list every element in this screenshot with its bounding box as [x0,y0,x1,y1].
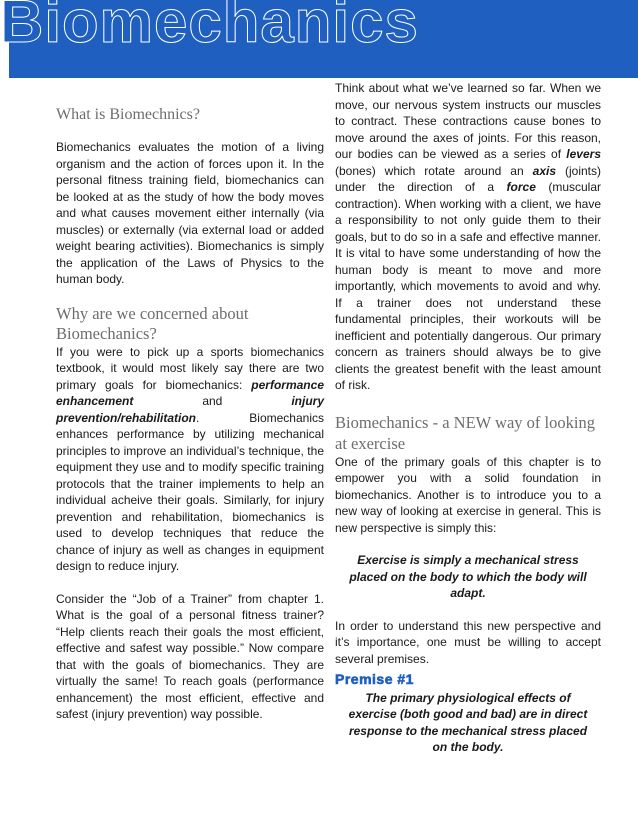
section-heading-what-is: What is Biomechnics? [56,106,200,123]
levers-text-d: (muscular contraction). When working with a client, we have a responsibility to not only guide them to their goals, but to do so in a safe and effective manner. It is vital to have some understanding of how the human body is meant to move and more importantly, which movements to avoid and why. If a trainer does not understand these fundamental principles, their workouts will be inefficient and potentially dangerous. Our primary concern as trainers should always be to give clients the greatest benefit with the least amount of risk. [335,180,602,392]
paragraph-goals [56,344,324,575]
left-column [56,90,324,723]
term-axis: axis [532,163,556,178]
page-title: Biomechanics [0,0,419,55]
goals-text-a: If you were to pick up a sports biomechanics textbook, it would most likely say there are two primary goals for biomechanics: [56,344,324,392]
goals-and: and [202,394,223,408]
premise-title: Premise #1 [335,671,414,687]
paragraph-goals-chapter: One of the primary goals of this chapter is to empower you with a solid foundation in biomechanics. Another is to introduce you to a new way of looking at exercise in general. This is new perspective is simply this: [335,454,601,535]
right-column [335,80,601,756]
paragraph-premises: In order to understand this new perspective and it’s importance, one must be willing to accept several premises. [335,618,601,666]
term-injury-prevention: injury prevention/rehabilitation [56,394,324,425]
levers-text-c: (joints) under the direction of a [335,163,601,194]
goals-text-b: . Biomechanics enhances performance by utilizing mechanical principles to improve an individual’s technique, the equipment they use and to modify specific training protocols that the trainer implements to help an individual acheive their goals. Similarly, for injury prevention and rehabilitation, biomechanics is used to develop techniques that reduce the chance of injury as well as changes in equipment design to reduce injury. [56,410,324,573]
term-levers: levers [566,147,601,161]
callout-premise-1: The primary physiological effects of exercise (both good and bad) are in direct response to the mechanical stress placed on the body. [348,690,588,754]
section-heading-why-concerned: Why are we concerned about Biomechanics? [56,303,249,343]
term-force: force [506,180,536,194]
paragraph-job-of-trainer: Consider the “Job of a Trainer” from chapter 1. What is the goal of a personal fitness trainer? “Help clients reach their goals the most efficient, effective and safest way possible.” Now compare that with the goals of biomechanics. They are virtually the same! To reach goals (performance enhancement) the most efficient, effective and safest (injury prevention) way possible. [56,591,324,721]
paragraph-levers [335,80,601,394]
paragraph-definition: Biomechanics evaluates the motion of a living organism and the action of forces upon it. In the personal fitness training field, biomechanics can be looked at as the study of how the body moves and what causes movement either internally (via muscles) or externally (via external load or added weight bearing activities). Biomechanics is simply the application of the Laws of Physics to the human body. [56,140,324,286]
term-performance-enhancement: performance enhancement [56,377,324,408]
section-heading-new-way: Biomechanics - a NEW way of looking at exercise [335,412,595,453]
levers-text-b: (bones) which rotate around an [335,163,524,178]
callout-exercise-definition: Exercise is simply a mechanical stress placed on the body to which the body will adapt. [349,553,587,600]
levers-text-a: Think about what we’ve learned so far. When we move, our nervous system instructs our muscles to contract. These contractions cause bones to move around the axes of joints. For this reason, our bodies can be viewed as a series of [335,81,601,161]
